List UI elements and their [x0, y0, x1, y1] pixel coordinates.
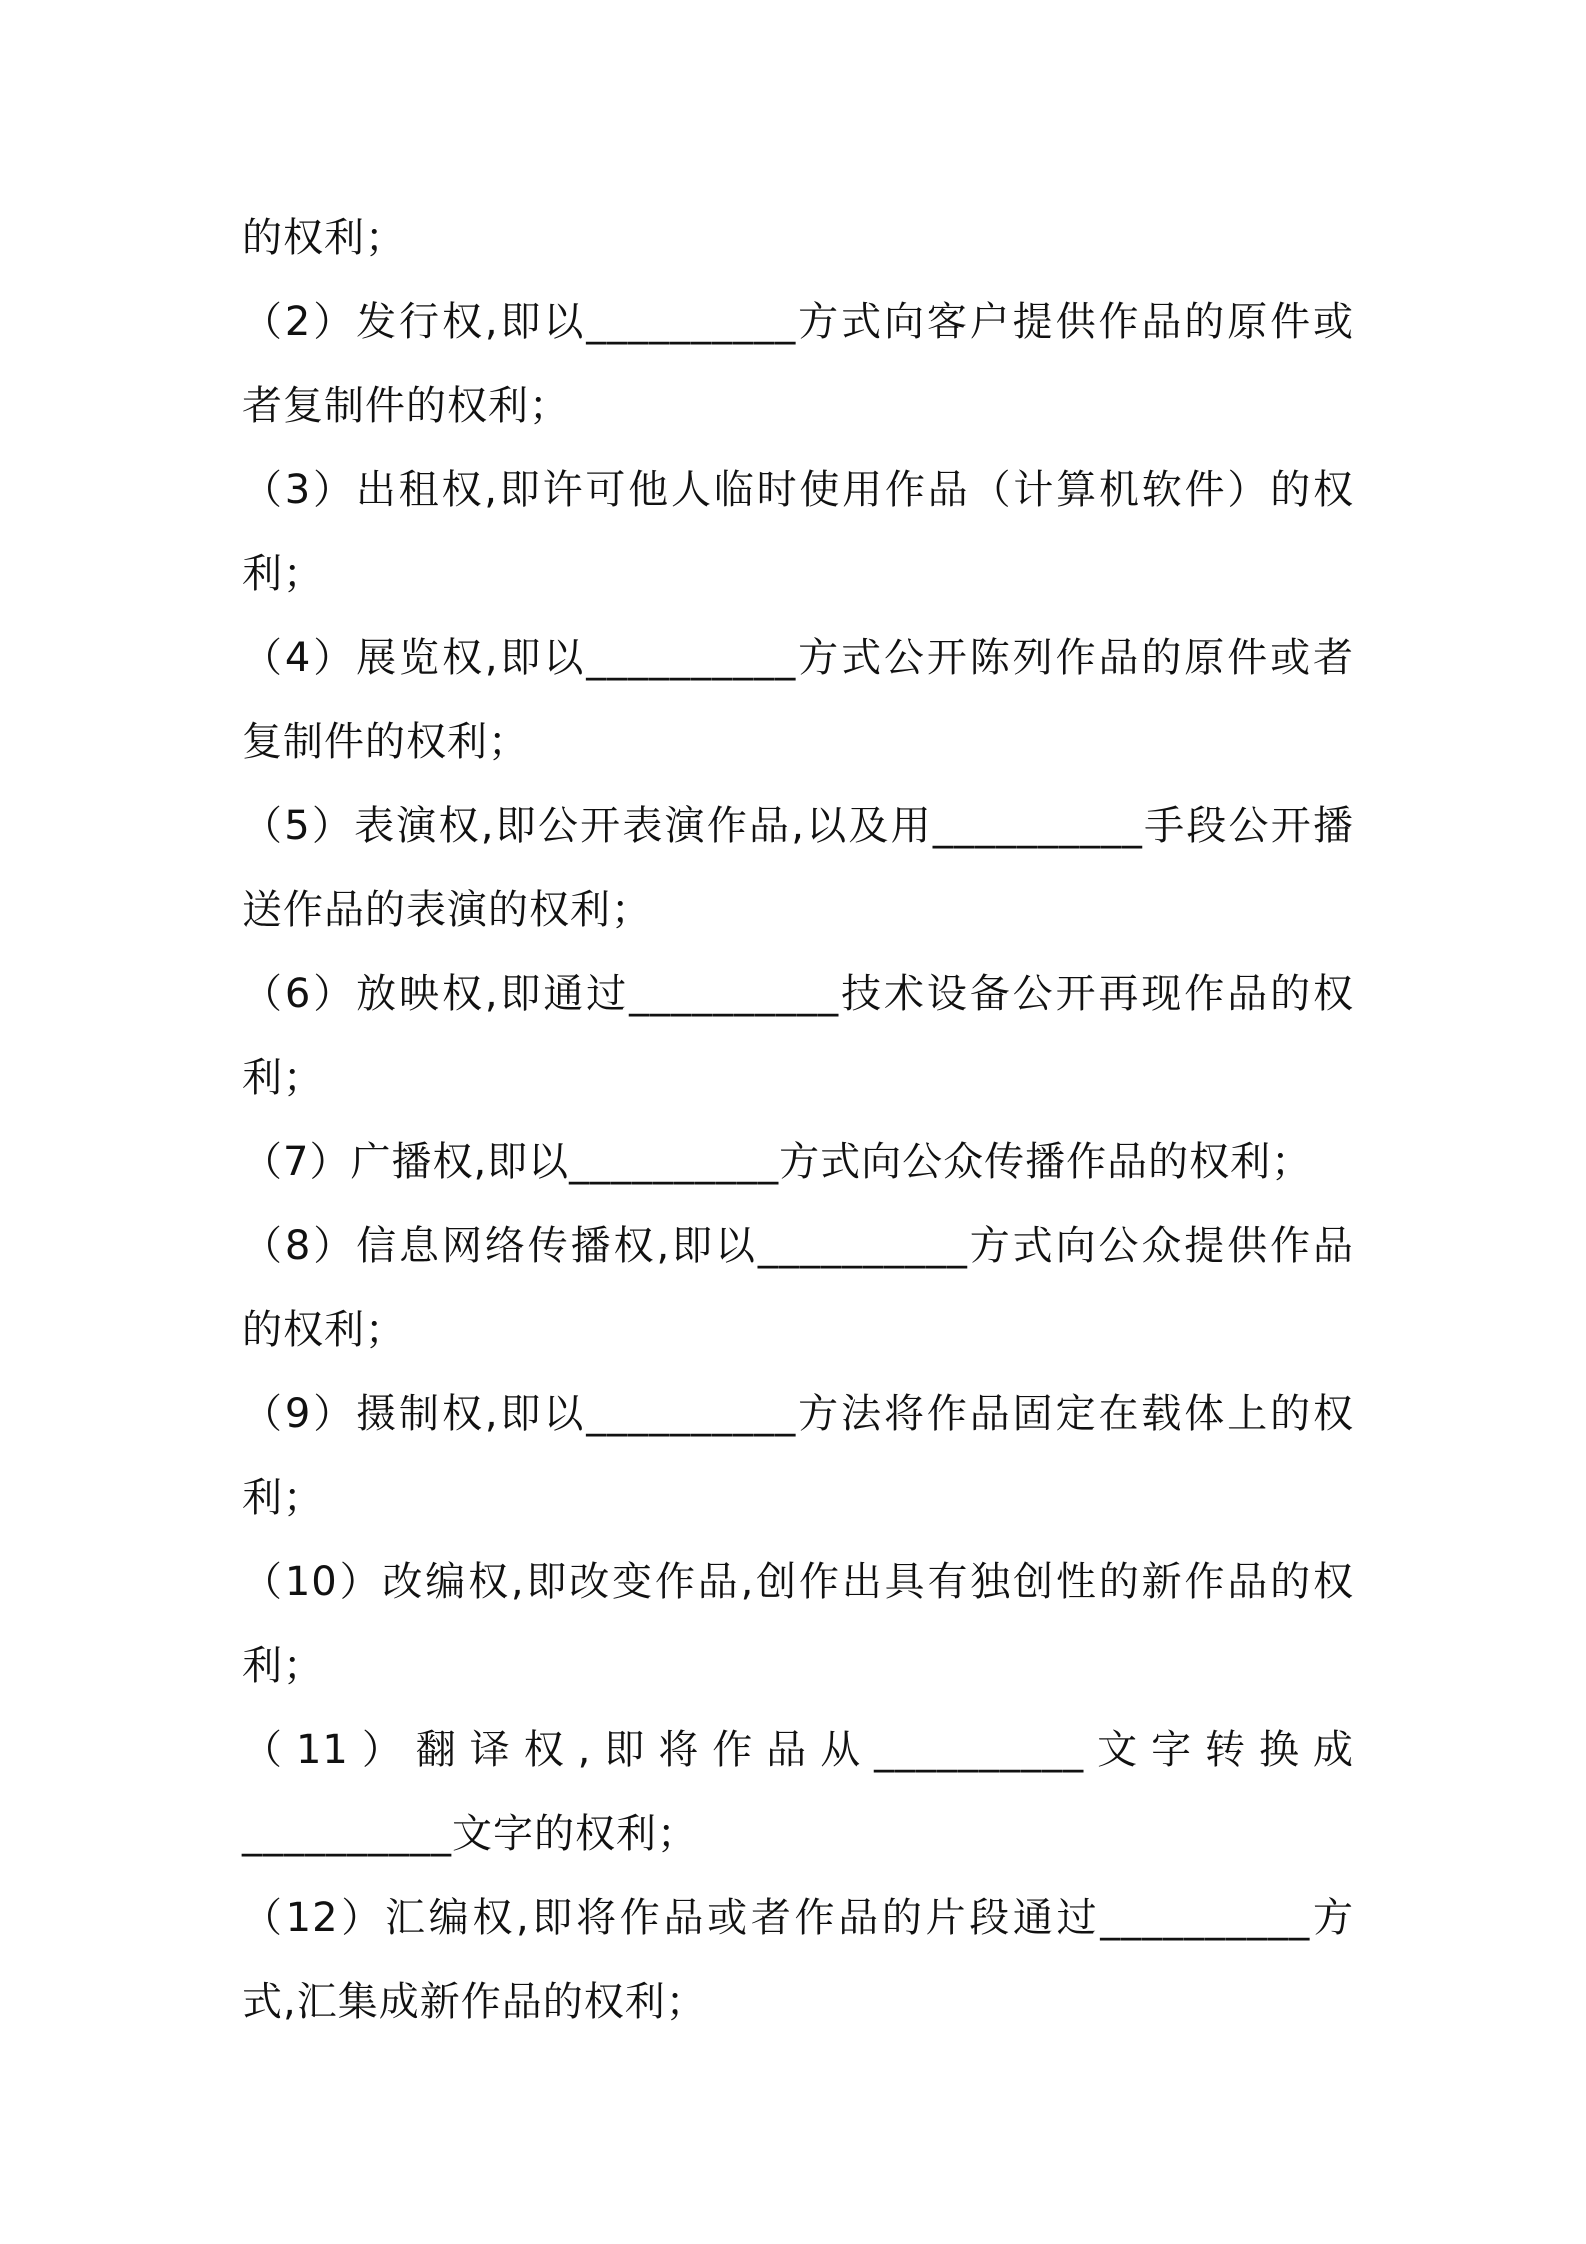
text-line-13: （8）信息网络传播权,即以__________方式向公众提供作品 [242, 1223, 1354, 1269]
text-line-18: 利； [242, 1643, 324, 1689]
text-line-1: 的权利； [242, 215, 406, 261]
text-line-14: 的权利； [242, 1307, 406, 1353]
text-line-15: （9）摄制权,即以__________方法将作品固定在载体上的权 [242, 1391, 1354, 1437]
text-line-22: 式,汇集成新作品的权利； [242, 1979, 707, 2025]
text-line-4: （3）出租权,即许可他人临时使用作品（计算机软件）的权 [242, 467, 1354, 513]
text-line-10: （6）放映权,即通过__________技术设备公开再现作品的权 [242, 971, 1354, 1017]
text-line-21: （12）汇编权,即将作品或者作品的片段通过__________方 [242, 1895, 1354, 1941]
text-line-11: 利； [242, 1055, 324, 1101]
text-line-2: （2）发行权,即以__________方式向客户提供作品的原件或 [242, 299, 1354, 345]
text-line-12: （7）广播权,即以__________方式向公众传播作品的权利； [242, 1139, 1313, 1185]
text-line-19: （11）翻译权,即将作品从__________文字转换成 [242, 1727, 1354, 1773]
text-line-6: （4）展览权,即以__________方式公开陈列作品的原件或者 [242, 635, 1354, 681]
text-line-7: 复制件的权利； [242, 719, 529, 765]
text-line-20: __________文字的权利； [242, 1811, 698, 1857]
text-line-16: 利； [242, 1475, 324, 1521]
text-line-9: 送作品的表演的权利； [242, 887, 652, 933]
text-line-3: 者复制件的权利； [242, 383, 570, 429]
text-line-17: （10）改编权,即改变作品,创作出具有独创性的新作品的权 [242, 1559, 1354, 1605]
text-line-5: 利； [242, 551, 324, 597]
text-line-8: （5）表演权,即公开表演作品,以及用__________手段公开播 [242, 803, 1354, 849]
